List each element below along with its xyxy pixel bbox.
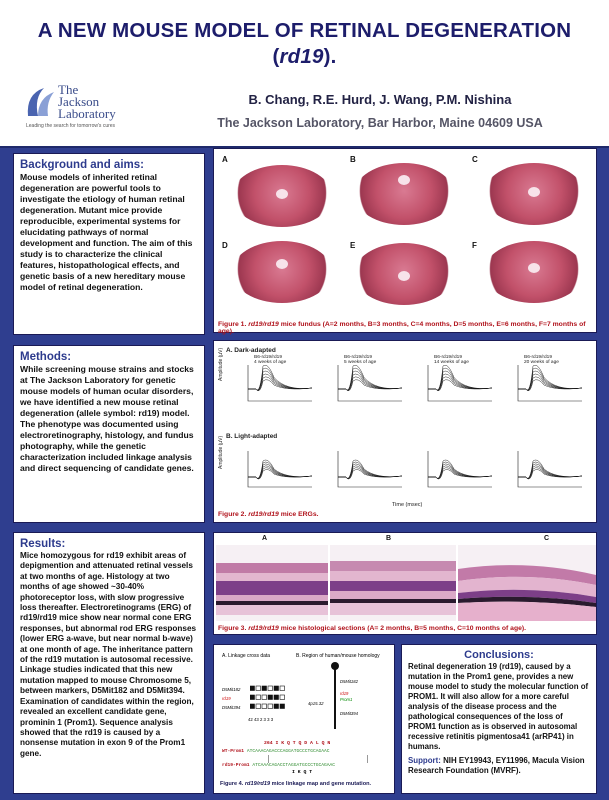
figure1-caption	[218, 321, 596, 335]
map-marker-d5mit394: D5Mit394	[340, 711, 358, 716]
fig3-caption-prefix: Figure 3.	[218, 625, 249, 632]
fig4-caption-rest: mice linkage map and gene mutation.	[270, 781, 372, 787]
authors: B. Chang, R.E. Hurd, J. Wang, P.M. Nishina	[248, 92, 512, 107]
wt-sequence-row	[222, 749, 330, 754]
support-label: Support:	[408, 756, 441, 765]
fundus-image-a	[232, 165, 332, 227]
figure1-panel	[213, 148, 597, 333]
fig3-caption-genotype: rd19/rd19	[248, 625, 279, 632]
fig1-label-d: D	[222, 241, 228, 250]
erg-ylabel-a: Amplitude (µV)	[218, 347, 224, 381]
conclusions-text: Retinal degeneration 19 (rd19), caused by a mutation in the Prom1 gene, provides a new mouse model to study the molecular function of PROM1. It will also allow for a more careful analysis of the disease process and the pathological consequences of the loss of PROM1 function as is observed in autosomal recessive retinitis pigmentosa41 (arRP41) in humans.	[408, 662, 589, 751]
fig1-caption-prefix: Figure 1.	[218, 321, 249, 328]
erg-dark-panel-4	[506, 355, 584, 407]
linkage-haplotype-grid	[250, 685, 290, 715]
fundus-image-e	[354, 243, 454, 305]
title-paren-close: ).	[323, 45, 337, 68]
title-band	[0, 0, 609, 148]
fundus-image-d	[232, 241, 332, 303]
map-marker-d5mit182: D5Mit182	[340, 679, 358, 684]
mut-sequence: ATCAAACAGACCTAGGATGCCCTGCAGAAC	[252, 763, 336, 768]
aa-bottom-row: I K Q T	[292, 770, 313, 775]
fig4-caption-genotype: rd19/rd19	[244, 781, 271, 787]
logo-line2: Jackson	[58, 94, 100, 109]
fig1-label-b: B	[350, 155, 356, 164]
aa-top-row: 264 I K Q T Q D A L Q N	[264, 741, 331, 746]
wt-label: WT-Prom1	[222, 749, 245, 754]
fig1-caption-genotype: rd19/rd19	[248, 321, 279, 328]
fundus-image-c	[484, 163, 584, 225]
jax-swoosh-icon	[24, 82, 58, 120]
fig4-human-band: 4p15.32	[308, 701, 324, 706]
erg-row-b-label: B. Light-adapted	[226, 433, 278, 440]
erg-panel-age: 4 weeks of age	[254, 360, 287, 365]
poster-title	[10, 18, 599, 70]
title-line2	[10, 44, 599, 70]
background-panel	[13, 153, 205, 335]
results-panel	[13, 532, 205, 794]
erg-light-panel-3	[416, 441, 494, 493]
fig3-caption-rest: mice histological sections (A= 2 months, B=5 months, C=10 months of age).	[278, 625, 527, 632]
histology-image-b	[330, 545, 456, 621]
erg-panel-genotype: B6-rd19/rd19	[254, 355, 282, 360]
erg-panel-age: 20 weeks of age	[524, 360, 559, 365]
fig4-counts: 42 43 2 3 3 3	[248, 717, 274, 722]
methods-panel	[13, 345, 205, 523]
fig4-map-markers	[340, 679, 358, 717]
chromosome-icon	[330, 661, 340, 731]
logo-tagline: Leading the search for tomorrow's cures	[26, 123, 116, 129]
results-text: Mice homozygous for rd19 exhibit areas of depigmention and attenuated retinal vessels at two months of age. Histology at two months of age showed ~30-40% photoreceptor loss, with slow progressive loss thereafter. Electroretinograms (ERG) of rd19/rd19 mice show near normal cone ERG responses, but abnormal rod ERG responses (lower ERG a-wave, but near normal b-wave) at one month of age. The inheritance pattern of the rd19 mutation is autosomal recessive. Linkage studies indicated that this new mutation mapped to mouse Chromosome 5, between markers, D5Mit182 and D5Mit394. Examination of candidates within the region, revealed an excellent candidate gene, prominin 1 (Prom1). Sequence analysis showed that the rd19 is caused by a nonsense mutation in exon 9 of the Prom1 gene.	[20, 551, 197, 758]
fundus-image-f	[484, 241, 584, 303]
support-line	[408, 756, 590, 776]
erg-row-a-label: A. Dark-adapted	[226, 347, 276, 354]
fig4-panel-a-title: A. Linkage cross data	[222, 653, 271, 659]
title-line1: A NEW MOUSE MODEL OF RETINAL DEGENERATION	[37, 19, 572, 42]
fig4-markers	[222, 685, 240, 712]
support-text: NIH EY19943, EY11996, Macula Vision Research Foundation (MVRF).	[408, 756, 585, 775]
title-allele: rd19	[279, 45, 324, 68]
marker-d5mit182: D5Mit182	[222, 687, 241, 692]
fundus-image-b	[354, 163, 454, 225]
results-heading: Results:	[20, 538, 66, 550]
logo-line3: Laboratory	[58, 106, 116, 121]
erg-dark-panel-3	[416, 355, 494, 407]
fig3-label-a: A	[262, 535, 268, 542]
title-paren-open: (	[272, 45, 280, 68]
erg-panel-age: 5 weeks of age	[344, 360, 377, 365]
wt-sequence: ATCAAACAGACCCAGGATGCCCTGCAGAAC	[246, 749, 330, 754]
fig2-caption-rest: mice ERGs.	[278, 511, 319, 518]
erg-dark-panel-1	[236, 355, 314, 407]
figure4-caption	[220, 781, 371, 787]
mut-sequence-row	[222, 763, 335, 768]
jackson-lab-logo	[24, 82, 150, 132]
erg-panel-genotype: B6-rd19/rd19	[344, 355, 372, 360]
background-heading: Background and aims:	[20, 159, 144, 171]
erg-panel-genotype: B6-rd19/rd19	[524, 355, 552, 360]
map-marker-rd19: rd19	[340, 691, 349, 696]
marker-d5mit394: D5Mit394	[222, 705, 241, 710]
methods-heading: Methods:	[20, 351, 72, 363]
erg-ylabel-b: Amplitude (µV)	[218, 435, 224, 469]
fig1-label-a: A	[222, 155, 228, 164]
fig1-label-c: C	[472, 155, 478, 164]
background-text: Mouse models of inherited retinal degeneration are powerful tools to investigate the etiology of human retinal degeneration. Mutant mice provide reproducible, experimental systems for elucidating pathways of normal development and function. The aim of this study is to characterize the clinical features, histopathological effects, and genetic basis of a new hereditary mouse model of retinal degeneration.	[20, 172, 193, 292]
erg-dark-panel-2	[326, 355, 404, 407]
figure3-caption	[218, 625, 596, 632]
erg-light-panel-2	[326, 441, 404, 493]
erg-light-panel-1	[236, 441, 314, 493]
fig3-label-c: C	[544, 535, 550, 542]
fig3-label-b: B	[386, 535, 392, 542]
erg-panel-age: 14 weeks of age	[434, 360, 469, 365]
histology-image-c	[458, 545, 596, 621]
erg-light-panel-4	[506, 441, 584, 493]
figure2-panel	[213, 340, 597, 523]
conclusions-panel	[401, 644, 597, 794]
marker-rd19: rd19	[222, 696, 231, 701]
logo-line1: The	[58, 82, 79, 97]
fig4-panel-b-title: B. Region of human/mouse homology	[296, 653, 380, 659]
methods-text: While screening mouse strains and stocks at The Jackson Laboratory for genetic mouse models of human ocular disorders, we have identified a new mouse retinal degeneration (allele symbol: rd19) model. The phenotype was documented using electroretinography, histology, and fundus photography, while the genetic characterization included linkage analysis and direct sequencing of candidate genes.	[20, 364, 194, 473]
map-marker-prom1: Prom1	[340, 697, 353, 702]
affiliation: The Jackson Laboratory, Bar Harbor, Maine 04609 USA	[217, 116, 543, 130]
conclusions-heading: Conclusions:	[464, 649, 534, 661]
fig1-caption-rest: mice fundus (A=2 months, B=3 months, C=4 months, D=5 months, E=6 months, F=7 months of age).	[218, 321, 586, 335]
fig2-caption-genotype: rd19/rd19	[248, 511, 279, 518]
figure2-caption	[218, 511, 596, 518]
fig2-caption-prefix: Figure 2.	[218, 511, 249, 518]
erg-panel-genotype: B6-rd19/rd19	[434, 355, 462, 360]
figure3-panel	[213, 532, 597, 635]
fig1-label-f: F	[472, 241, 477, 250]
figure4-panel	[213, 644, 395, 794]
fig1-label-e: E	[350, 241, 356, 250]
fig4-caption-prefix: Figure 4.	[220, 781, 245, 787]
histology-image-a	[216, 545, 328, 621]
alignment-bars	[268, 755, 368, 763]
logo-wordmark	[58, 84, 116, 120]
erg-xlabel: Time (msec)	[392, 502, 423, 508]
mut-label: rd19-Prom1	[222, 763, 250, 768]
